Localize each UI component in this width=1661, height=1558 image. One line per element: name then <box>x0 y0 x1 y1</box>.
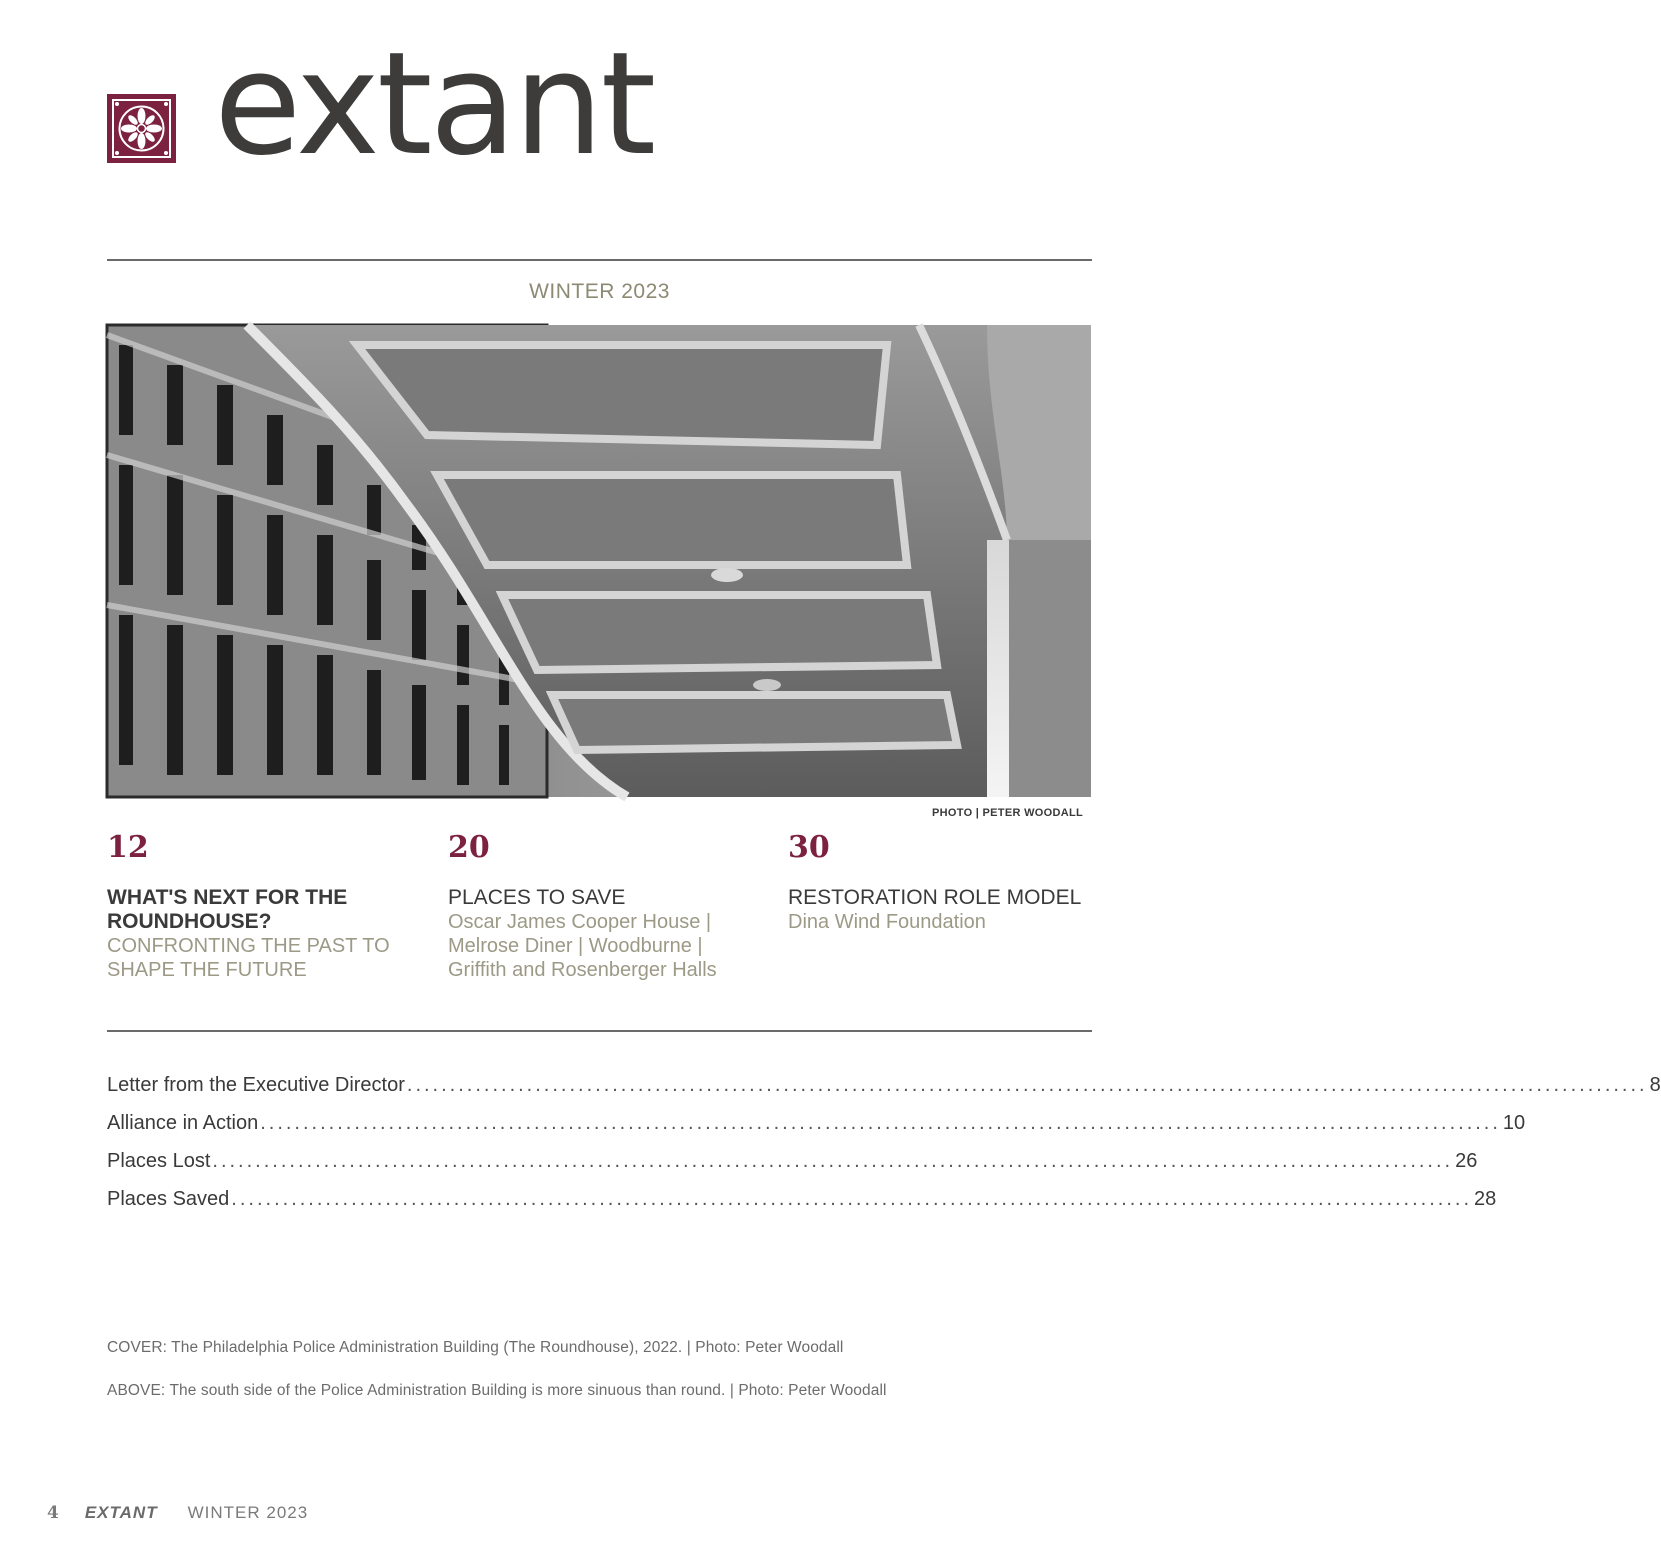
toc-entry[interactable] <box>107 1108 1526 1146</box>
issue-label: WINTER 2023 <box>529 280 670 303</box>
feature-heading: PLACES TO SAVE <box>448 886 626 909</box>
toc-title: Letter from the Executive Director <box>107 1074 405 1096</box>
feature-places-to-save[interactable] <box>448 826 748 982</box>
feature-subheading: Oscar James Cooper House | Melrose Diner | Woodburne | Griffith and Rosenberger Halls <box>448 911 717 981</box>
top-divider <box>107 259 1092 261</box>
toc-title: Places Saved <box>107 1188 230 1210</box>
feature-subheading: Dina Wind Foundation <box>788 911 986 933</box>
toc-leader-dots: ................................................................................................................................................. <box>212 1150 1454 1172</box>
toc-leader-dots: ................................................................................................................................................. <box>260 1112 1501 1134</box>
toc-title: Alliance in Action <box>107 1112 259 1134</box>
above-caption: ABOVE: The south side of the Police Administration Building is more sinuous than round. | Photo: Peter Woodall <box>107 1382 887 1399</box>
toc-entry[interactable] <box>107 1184 1497 1222</box>
page-footer <box>47 1503 308 1523</box>
table-of-contents <box>107 1070 1661 1222</box>
feature-page-number: 20 <box>448 830 490 865</box>
toc-page: 10 <box>1502 1112 1526 1134</box>
mid-divider <box>107 1030 1092 1032</box>
toc-leader-dots: ................................................................................................................................................. <box>406 1074 1648 1096</box>
footer-page-number: 4 <box>47 1503 59 1523</box>
footer-issue: WINTER 2023 <box>187 1503 309 1522</box>
footer-magazine-name: EXTANT <box>84 1503 158 1522</box>
feature-heading: WHAT'S NEXT FOR THE ROUNDHOUSE? <box>107 886 348 933</box>
toc-title: Places Lost <box>107 1150 211 1172</box>
toc-entry[interactable] <box>107 1070 1661 1108</box>
feature-page-number: 12 <box>107 830 149 865</box>
cover-caption: COVER: The Philadelphia Police Administration Building (The Roundhouse), 2022. | Photo: Peter Woodall <box>107 1339 844 1356</box>
feature-restoration-role-model[interactable] <box>788 826 1108 934</box>
ornamental-tile-logo-icon <box>107 94 176 163</box>
feature-subheading: CONFRONTING THE PAST TO SHAPE THE FUTURE <box>107 935 390 981</box>
toc-page: 28 <box>1474 1188 1497 1210</box>
toc-leader-dots: ................................................................................................................................................. <box>231 1188 1473 1210</box>
toc-page: 8 <box>1649 1074 1661 1096</box>
feature-roundhouse[interactable] <box>107 826 427 982</box>
masthead-title: extant <box>214 22 654 187</box>
toc-entry[interactable] <box>107 1146 1478 1184</box>
cover-photo <box>107 325 1091 797</box>
feature-page-number: 30 <box>788 830 830 865</box>
toc-page: 26 <box>1455 1150 1478 1172</box>
feature-heading: RESTORATION ROLE MODEL <box>788 886 1082 909</box>
photo-credit: PHOTO | PETER WOODALL <box>932 807 1083 819</box>
